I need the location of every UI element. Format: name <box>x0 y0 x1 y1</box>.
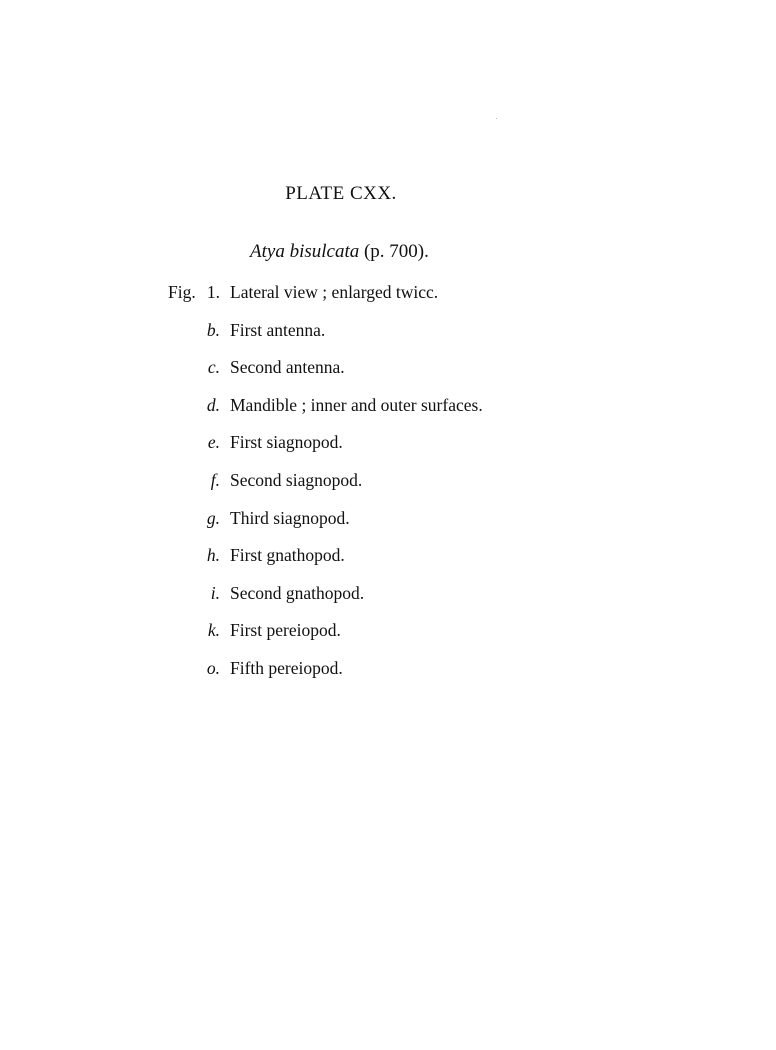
figure-label: b. <box>206 319 220 340</box>
figure-description: First siagnopod. <box>230 432 343 453</box>
figure-description: First gnathopod. <box>230 545 345 566</box>
page-reference: (p. 700). <box>363 241 429 262</box>
figure-label: k. <box>207 620 220 641</box>
species-name: Atya bisulcata <box>250 241 360 262</box>
figure-item <box>0 393 776 431</box>
figure-description: First antenna. <box>230 319 326 340</box>
figure-label: 1. <box>206 282 220 302</box>
figure-prefix: Fig. <box>168 282 196 302</box>
figure-item <box>0 656 776 694</box>
figure-item <box>0 430 776 468</box>
figure-description: First pereiopod. <box>230 620 341 641</box>
figure-label: f. <box>210 469 220 490</box>
figure-description: Fifth pereiopod. <box>230 657 343 678</box>
figure-label: i. <box>210 582 220 603</box>
figure-description: Mandible ; inner and outer surfaces. <box>230 394 483 415</box>
figure-label: d. <box>206 394 220 415</box>
figure-description: Second siagnopod. <box>230 469 363 490</box>
figure-item <box>0 543 776 581</box>
figure-list <box>0 280 776 694</box>
figure-item <box>0 618 776 656</box>
species-line <box>250 241 429 263</box>
figure-label: h. <box>206 545 220 566</box>
paper-speck <box>496 118 497 119</box>
figure-item <box>0 468 776 506</box>
figure-item <box>0 506 776 544</box>
figure-item <box>0 280 776 318</box>
plate-title: PLATE CXX. <box>285 183 397 204</box>
figure-description: Second gnathopod. <box>230 582 365 603</box>
figure-label: c. <box>207 357 220 378</box>
figure-description: Second antenna. <box>230 357 345 378</box>
figure-label: o. <box>206 657 220 678</box>
figure-description: Lateral view ; enlarged twicc. <box>230 282 439 302</box>
figure-label: g. <box>206 507 220 528</box>
figure-item <box>0 581 776 619</box>
figure-description: Third siagnopod. <box>230 507 350 528</box>
figure-item <box>0 318 776 356</box>
figure-item <box>0 355 776 393</box>
figure-label: e. <box>207 432 220 453</box>
